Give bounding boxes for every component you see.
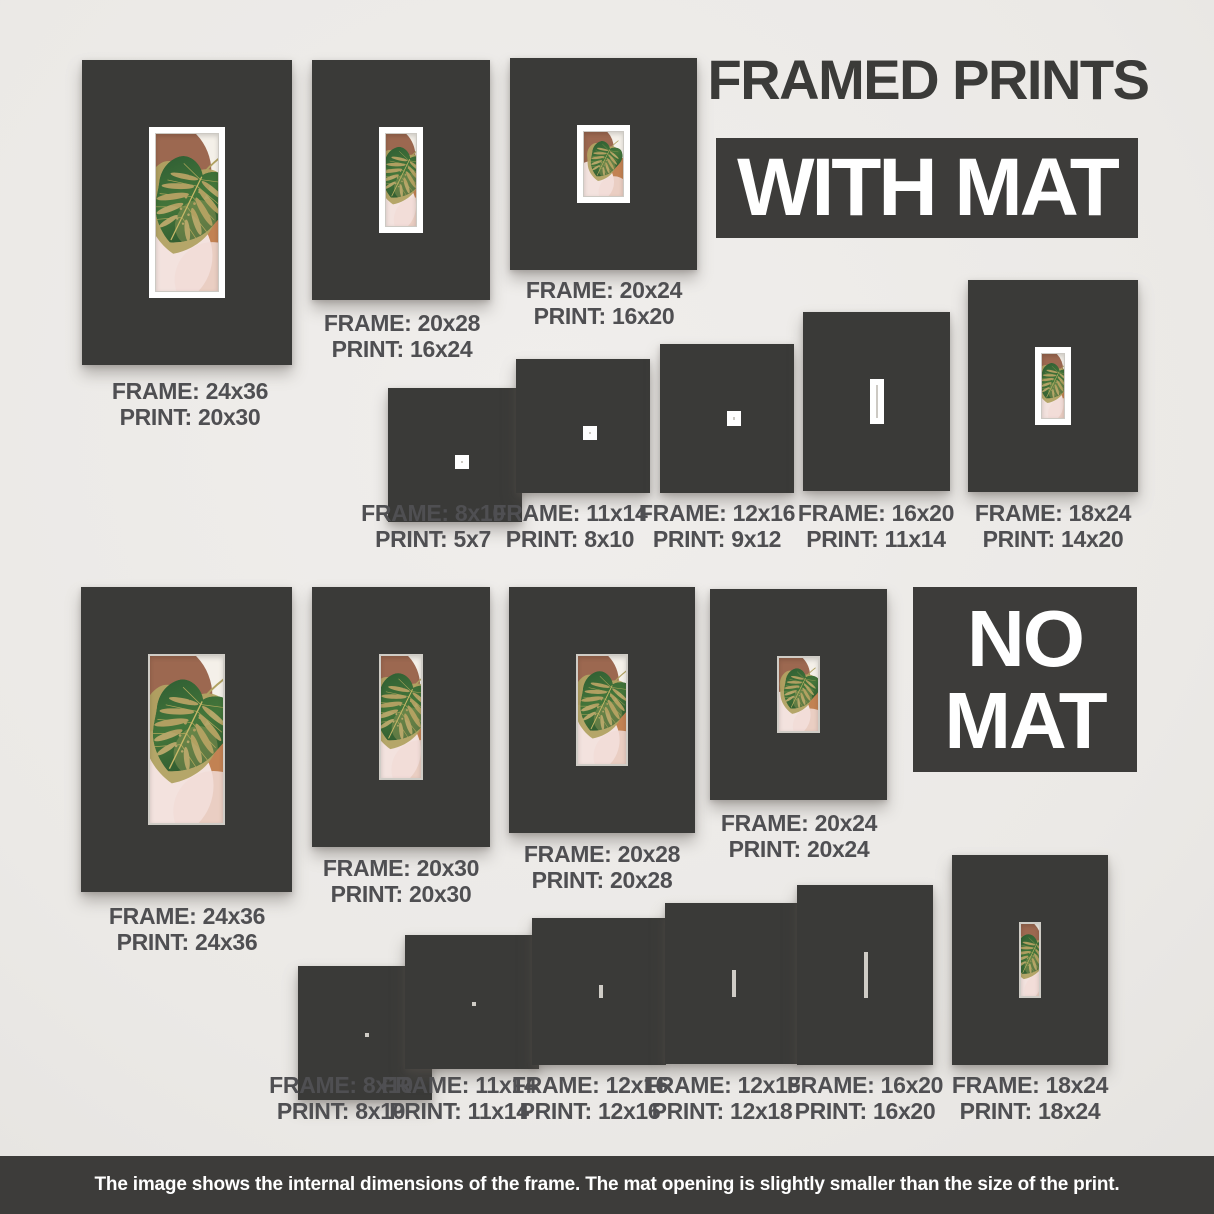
glass-reflection (1021, 924, 1039, 996)
print-size-text: PRINT: 20x30 (119, 404, 261, 430)
page-title: FRAMED PRINTS (707, 48, 1149, 111)
glass-reflection (381, 656, 421, 778)
size-label-with-mat-11x14 (493, 500, 648, 552)
no-mat-banner (913, 587, 1137, 772)
frame-size-text: FRAME: 12x18 (643, 1072, 801, 1098)
frame-size-text: FRAME: 20x24 (720, 810, 878, 836)
frame-size-text: FRAME: 20x28 (323, 310, 481, 336)
frame-size-text: FRAME: 24x36 (108, 903, 266, 929)
mat-board (472, 1002, 476, 1006)
frame-size-text: FRAME: 20x24 (525, 277, 683, 303)
art-window (584, 132, 623, 196)
framed-print-no-mat-20x28 (509, 587, 695, 833)
art-window (150, 656, 223, 823)
size-label-with-mat-16x20 (798, 500, 954, 552)
mat-board (148, 654, 225, 825)
art-window (578, 656, 626, 764)
art-window (779, 658, 818, 731)
framed-print-with-mat-18x24 (968, 280, 1138, 492)
framed-print-with-mat-20x28 (312, 60, 490, 300)
mat-board (365, 1033, 369, 1037)
footer-note-bar (0, 1156, 1214, 1214)
mat-board (732, 970, 736, 997)
frame-size-text: FRAME: 11x14 (492, 500, 648, 526)
framed-print-no-mat-12x18 (665, 903, 799, 1064)
print-size-text: PRINT: 14x20 (982, 526, 1124, 552)
print-size-text: PRINT: 16x24 (331, 336, 473, 362)
print-size-text: PRINT: 24x36 (116, 929, 258, 955)
frame-size-text: FRAME: 8x10 (361, 500, 505, 526)
size-label-no-mat-20x30 (323, 855, 479, 907)
framed-print-with-mat-16x20 (803, 312, 950, 491)
art-window (1042, 354, 1064, 418)
print-size-text: PRINT: 16x20 (794, 1098, 936, 1124)
size-label-with-mat-8x10 (361, 500, 505, 552)
mat-board (149, 127, 225, 298)
framed-print-no-mat-18x24 (952, 855, 1108, 1065)
print-size-text: PRINT: 5x7 (375, 526, 491, 552)
framed-print-with-mat-20x24 (510, 58, 697, 270)
print-size-text: PRINT: 11x14 (806, 526, 946, 552)
size-label-no-mat-20x28 (524, 841, 680, 893)
mat-board (727, 411, 741, 426)
frame-size-text: FRAME: 24x36 (111, 378, 269, 404)
framed-print-no-mat-20x30 (312, 587, 490, 847)
size-label-with-mat-12x16 (639, 500, 795, 552)
size-label-no-mat-12x18 (644, 1072, 800, 1124)
framed-print-no-mat-12x16 (532, 918, 666, 1065)
framed-print-with-mat-11x14 (516, 359, 650, 493)
art-window (381, 656, 421, 778)
mat-board (455, 455, 469, 469)
frame-size-text: FRAME: 18x24 (951, 1072, 1109, 1098)
size-label-with-mat-20x24 (526, 277, 682, 329)
mat-board (1019, 922, 1041, 998)
no-mat-banner-line2: MAT (944, 675, 1106, 765)
print-size-text: PRINT: 20x24 (728, 836, 870, 862)
mat-board (577, 125, 630, 203)
glass-reflection (1042, 354, 1064, 418)
print-size-text: PRINT: 8x10 (505, 526, 635, 552)
frame-size-text: FRAME: 18x24 (974, 500, 1132, 526)
art-window (386, 134, 416, 226)
mat-board (777, 656, 820, 733)
print-size-text: PRINT: 16x20 (533, 303, 675, 329)
mat-board (1035, 347, 1071, 425)
print-size-text: PRINT: 8x10 (276, 1098, 406, 1124)
mat-board (379, 654, 423, 780)
size-label-no-mat-24x36 (109, 903, 265, 955)
frame-size-text: FRAME: 8x10 (269, 1072, 413, 1098)
size-label-with-mat-24x36 (112, 378, 268, 430)
glass-reflection (578, 656, 626, 764)
framed-print-with-mat-12x16 (660, 344, 794, 493)
framed-print-no-mat-20x24 (710, 589, 887, 800)
print-size-text: PRINT: 11x14 (389, 1098, 529, 1124)
glass-reflection (779, 658, 818, 731)
print-size-text: PRINT: 20x30 (330, 881, 472, 907)
size-label-no-mat-18x24 (952, 1072, 1108, 1124)
frame-size-text: FRAME: 16x20 (797, 500, 955, 526)
framed-print-no-mat-11x14 (405, 935, 539, 1069)
art-window (1021, 924, 1039, 996)
glass-reflection (584, 132, 623, 196)
size-label-with-mat-18x24 (975, 500, 1131, 552)
frame-size-text: FRAME: 16x20 (786, 1072, 944, 1098)
framed-print-with-mat-24x36 (82, 60, 292, 365)
no-mat-banner-line1: NO (967, 593, 1083, 683)
glass-reflection (150, 656, 223, 823)
print-size-text: PRINT: 18x24 (959, 1098, 1101, 1124)
mat-board (576, 654, 628, 766)
print-size-text: PRINT: 9x12 (652, 526, 782, 552)
mat-board (379, 127, 423, 233)
frame-size-text: FRAME: 20x30 (322, 855, 480, 881)
art-window (156, 134, 218, 291)
print-size-text: PRINT: 12x18 (651, 1098, 793, 1124)
frame-size-text: FRAME: 11x14 (381, 1072, 537, 1098)
mat-board (599, 985, 603, 998)
with-mat-banner (716, 138, 1138, 238)
frame-size-text: FRAME: 12x16 (638, 500, 796, 526)
mat-board (583, 426, 597, 440)
framed-print-no-mat-16x20 (797, 885, 933, 1065)
size-label-no-mat-20x24 (721, 810, 877, 862)
glass-reflection (156, 134, 218, 291)
mat-board (870, 379, 884, 424)
footer-note-text: The image shows the internal dimensions of the frame. The mat opening is slightly smaller than the size of the print. (94, 1174, 1120, 1195)
with-mat-banner-text: WITH MAT (737, 142, 1117, 233)
size-label-no-mat-16x20 (787, 1072, 943, 1124)
frame-size-text: FRAME: 20x28 (523, 841, 681, 867)
size-label-with-mat-20x28 (324, 310, 480, 362)
mat-board (864, 952, 868, 998)
glass-reflection (386, 134, 416, 226)
print-size-text: PRINT: 12x16 (519, 1098, 661, 1124)
print-size-text: PRINT: 20x28 (531, 867, 673, 893)
frame-size-text: FRAME: 12x16 (511, 1072, 669, 1098)
framed-print-no-mat-24x36 (81, 587, 292, 892)
